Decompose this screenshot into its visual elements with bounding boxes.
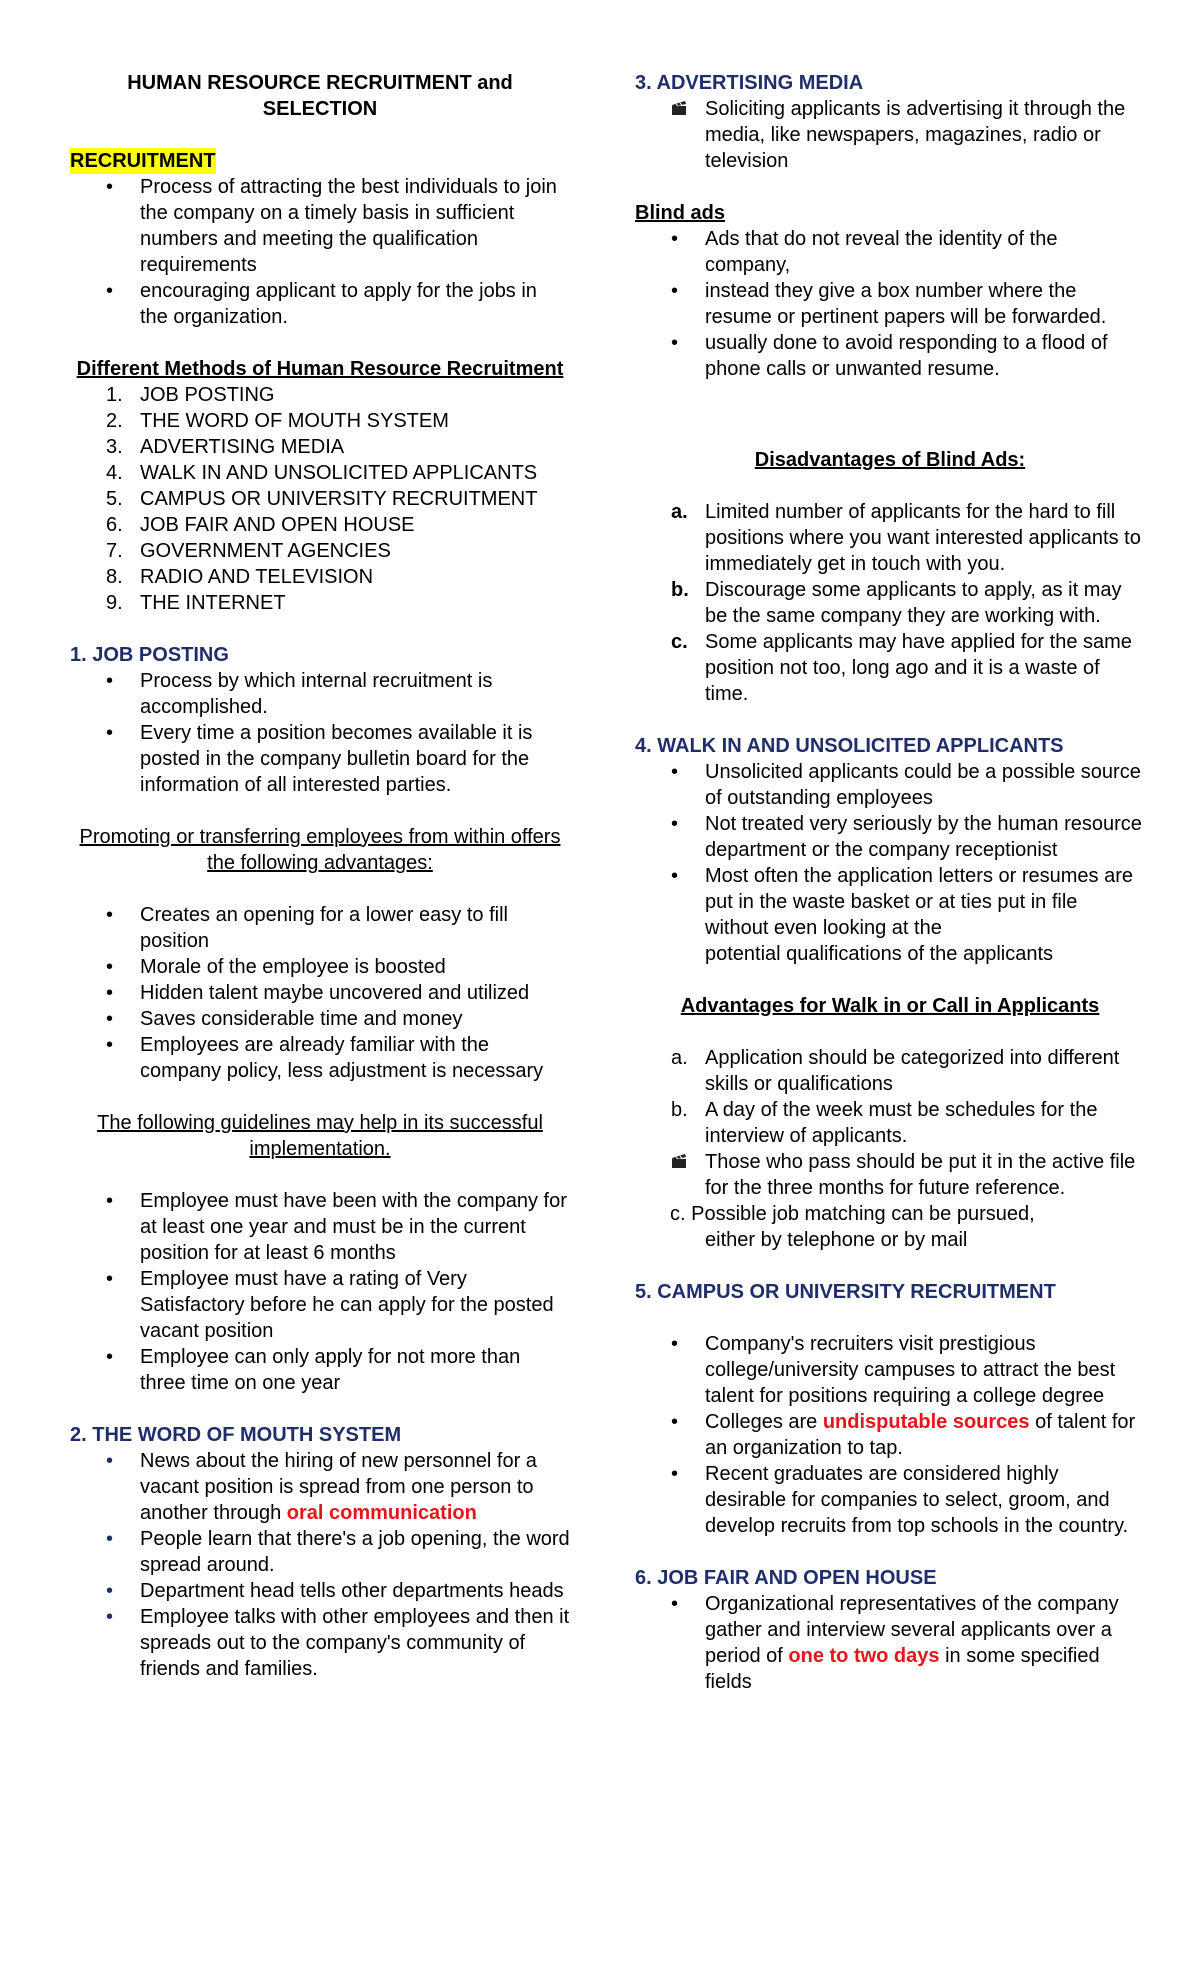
- methods-list: [70, 382, 570, 616]
- bullet-icon: •: [106, 904, 114, 926]
- list-item: • Unsolicited applicants could be a possible source of outstanding employees: [671, 761, 1141, 809]
- list-item: 1. JOB POSTING: [106, 384, 275, 406]
- list-item: • Ads that do not reveal the identity of the company,: [671, 228, 1058, 276]
- list-item: 2. THE WORD OF MOUTH SYSTEM: [106, 410, 449, 432]
- list-item: a. Limited number of applicants for the hard to fill positions where you want interested applicants to immediately get in touch with you.: [671, 501, 1141, 575]
- job-posting-heading: 1. JOB POSTING: [70, 644, 229, 666]
- bullet-icon: •: [106, 1268, 114, 1290]
- bullet-icon: •: [106, 982, 114, 1004]
- list-item: 5. CAMPUS OR UNIVERSITY RECRUITMENT: [106, 488, 538, 510]
- job-fair-list: [635, 1591, 1145, 1695]
- advertising-list: [635, 96, 1145, 174]
- walk-in-list: [635, 759, 1145, 941]
- list-item: Soliciting applicants is advertising it through the media, like newspapers, magazines, radio or television: [635, 96, 1145, 174]
- list-item: • Most often the application letters or resumes are put in the waste basket or at ties put in file without even looking at the: [671, 865, 1133, 939]
- list-item: 3. ADVERTISING MEDIA: [106, 436, 345, 458]
- clapperboard-icon: [671, 100, 687, 116]
- advantages-list: [70, 902, 570, 1084]
- list-item: • Process by which internal recruitment is accomplished.: [106, 670, 493, 718]
- list-item: • usually done to avoid responding to a flood of phone calls or unwanted resume.: [671, 332, 1108, 380]
- bullet-icon: •: [671, 332, 679, 354]
- bullet-icon: •: [106, 1034, 114, 1056]
- emphasis-text: oral communication: [286, 1502, 477, 1524]
- bullet-icon: •: [671, 865, 679, 887]
- campus-heading: 5. CAMPUS OR UNIVERSITY RECRUITMENT: [635, 1281, 1056, 1303]
- walk-in-continuation: potential qualifications of the applicants: [705, 943, 1054, 965]
- bullet-icon: •: [106, 1606, 114, 1628]
- list-item: 7. GOVERNMENT AGENCIES: [106, 540, 391, 562]
- list-item: 8. RADIO AND TELEVISION: [106, 566, 374, 588]
- list-item: • Recent graduates are considered highly desirable for companies to select, groom, and develop recruits from top schools in the country.: [671, 1463, 1129, 1537]
- list-item: 9. THE INTERNET: [106, 592, 286, 614]
- list-item: • Process of attracting the best individuals to join the company on a timely basis in sufficient numbers and meeting the qualification requirements: [106, 176, 557, 276]
- bullet-icon: •: [106, 1450, 114, 1472]
- word-of-mouth-heading: 2. THE WORD OF MOUTH SYSTEM: [70, 1424, 402, 1446]
- blind-ads-label: Blind ads: [635, 202, 726, 224]
- campus-list: [635, 1331, 1145, 1539]
- bullet-icon: •: [671, 280, 679, 302]
- list-item: a. Application should be categorized into different skills or qualifications: [671, 1047, 1120, 1095]
- list-item: b. Discourage some applicants to apply, as it may be the same company they are working with.: [671, 579, 1122, 627]
- walk-in-advantage-c: c. Possible job matching can be pursued,: [670, 1203, 1035, 1225]
- bullet-icon: •: [106, 280, 114, 302]
- list-item: 4. WALK IN AND UNSOLICITED APPLICANTS: [106, 462, 538, 484]
- bullet-icon: •: [106, 1008, 114, 1030]
- document-title: HUMAN RESOURCE RECRUITMENT and SELECTION: [127, 72, 513, 120]
- bullet-icon: •: [671, 813, 679, 835]
- list-item: b. A day of the week must be schedules for the interview of applicants.: [671, 1099, 1098, 1147]
- list-item: • instead they give a box number where the resume or pertinent papers will be forwarded.: [671, 280, 1107, 328]
- bullet-icon: •: [106, 956, 114, 978]
- bullet-icon: •: [671, 1333, 679, 1355]
- disadvantages-list: [635, 499, 1145, 707]
- right-column: [635, 70, 1145, 1695]
- clapperboard-icon: [671, 1153, 687, 1169]
- list-item: • Morale of the employee is boosted: [106, 956, 446, 978]
- bullet-icon: •: [106, 1190, 114, 1212]
- left-column: [70, 70, 570, 1682]
- bullet-icon: •: [671, 1411, 679, 1433]
- bullet-icon: •: [106, 1580, 114, 1602]
- list-item: • Employee talks with other employees and then it spreads out to the company's community of friends and families.: [106, 1606, 570, 1680]
- list-item: • Department head tells other departments heads: [106, 1580, 564, 1602]
- bullet-icon: •: [671, 228, 679, 250]
- list-item: • Employee can only apply for not more than three time on one year: [106, 1346, 521, 1394]
- bullet-icon: •: [106, 176, 114, 198]
- guidelines-heading: The following guidelines may help in its successful implementation.: [97, 1112, 543, 1160]
- job-posting-list: [70, 668, 570, 798]
- job-fair-heading: 6. JOB FAIR AND OPEN HOUSE: [635, 1567, 937, 1589]
- list-item: • Hidden talent maybe uncovered and utilized: [106, 982, 530, 1004]
- list-item: • Every time a position becomes available it is posted in the company bulletin board for the information of all interested parties.: [106, 722, 533, 796]
- list-item: 6. JOB FAIR AND OPEN HOUSE: [106, 514, 415, 536]
- walk-in-heading: 4. WALK IN AND UNSOLICITED APPLICANTS: [635, 735, 1064, 757]
- emphasis-text: undisputable sources: [822, 1411, 1030, 1433]
- list-item: • Organizational representatives of the company gather and interview several applicants over a period of one to two days in some specified fields: [671, 1593, 1119, 1693]
- walk-in-advantages-list: [635, 1045, 1145, 1201]
- emphasis-text: one to two days: [788, 1645, 940, 1667]
- bullet-icon: •: [106, 1528, 114, 1550]
- list-item: • encouraging applicant to apply for the jobs in the organization.: [106, 280, 537, 328]
- bullet-icon: •: [671, 761, 679, 783]
- list-item: • Not treated very seriously by the human resource department or the company receptionist: [671, 813, 1142, 861]
- list-item: • Company's recruiters visit prestigious college/university campuses to attract the best talent for positions requiring a college degree: [671, 1333, 1116, 1407]
- bullet-icon: •: [671, 1593, 679, 1615]
- word-of-mouth-list: [70, 1448, 570, 1682]
- advantages-heading: Promoting or transferring employees from within offers the following advantages:: [79, 826, 561, 874]
- walk-in-advantage-c-continuation: either by telephone or by mail: [705, 1229, 968, 1251]
- bullet-icon: •: [671, 1463, 679, 1485]
- walk-in-advantages-heading: Advantages for Walk in or Call in Applicants: [680, 995, 1100, 1017]
- list-item: • Employee must have a rating of Very Satisfactory before he can apply for the posted vacant position: [106, 1268, 554, 1342]
- recruitment-list: [70, 174, 570, 330]
- methods-heading: Different Methods of Human Resource Recruitment: [76, 358, 564, 380]
- list-item: c. Some applicants may have applied for the same position not too, long ago and it is a waste of time.: [671, 631, 1132, 705]
- list-item: • News about the hiring of new personnel for a vacant position is spread from one person to another through oral communication: [106, 1450, 537, 1524]
- list-item: • Saves considerable time and money: [106, 1008, 463, 1030]
- advertising-heading: 3. ADVERTISING MEDIA: [635, 72, 864, 94]
- recruitment-label: RECRUITMENT: [70, 150, 216, 172]
- disadvantages-heading: Disadvantages of Blind Ads:: [754, 449, 1026, 471]
- list-item: • Colleges are undisputable sources of talent for an organization to tap.: [671, 1411, 1136, 1459]
- bullet-icon: •: [106, 1346, 114, 1368]
- list-item: Those who pass should be put it in the active file for the three months for future reference.: [635, 1149, 1145, 1201]
- blind-ads-list: [635, 226, 1145, 382]
- guidelines-list: [70, 1188, 570, 1396]
- list-item: • Employee must have been with the company for at least one year and must be in the current position for at least 6 months: [106, 1190, 567, 1264]
- bullet-icon: •: [106, 722, 114, 744]
- bullet-icon: •: [106, 670, 114, 692]
- list-item: • Creates an opening for a lower easy to fill position: [106, 904, 508, 952]
- list-item: • Employees are already familiar with the company policy, less adjustment is necessary: [106, 1034, 544, 1082]
- list-item: • People learn that there's a job opening, the word spread around.: [106, 1528, 570, 1576]
